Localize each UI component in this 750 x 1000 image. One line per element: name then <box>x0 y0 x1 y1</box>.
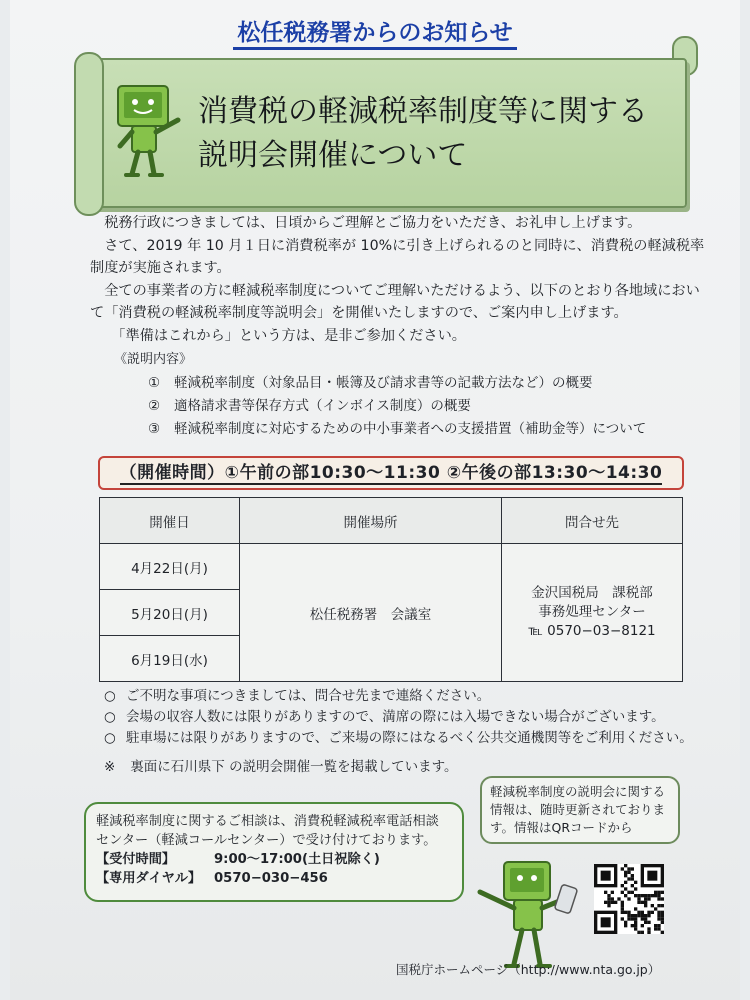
schedule-date: 4月22日(月) <box>100 544 240 590</box>
schedule-date: 6月19日(水) <box>100 636 240 682</box>
info-speech-bubble: 軽減税率制度の説明会に関する 情報は、随時更新されておりま す。情報はQRコードから <box>480 776 680 844</box>
notes-list <box>104 686 724 778</box>
consultation-box <box>84 802 464 902</box>
schedule-header-venue: 開催場所 <box>240 498 502 544</box>
note-item: ○ ご不明な事項につきましては、問合せ先まで連絡ください。 <box>104 688 491 704</box>
e-tax-mascot-icon <box>108 80 188 180</box>
intro-text <box>90 212 710 441</box>
explanation-item: ② 適格請求書等保存方式（インボイス制度）の概要 <box>148 397 471 414</box>
consult-line-2: センター（軽減コールセンター）で受け付けております。 <box>96 833 437 848</box>
schedule-venue: 松任税務署 会議室 <box>240 544 502 682</box>
explanation-heading: 《説明内容》 <box>114 352 193 367</box>
explanation-item: ③ 軽減税率制度に対応するための中小事業者への支援措置（補助金等）について <box>148 420 647 437</box>
note-item: ○ 会場の収容人数には限りがありますので、満席の際には入場できない場合がございます。 <box>104 709 665 725</box>
schedule-table <box>99 497 683 682</box>
table-row <box>100 544 683 590</box>
qr-code-icon[interactable] <box>594 864 664 934</box>
e-tax-mascot-icon <box>474 856 584 974</box>
intro-paragraph-3: 全ての事業者の方に軽減税率制度についてご理解いただけるよう、以下のとおり各地域において「消費税の軽減税率制度等説明会」を開催いたしますので、ご案内申し上げます。 <box>90 282 700 321</box>
schedule-date: 5月20日(月) <box>100 590 240 636</box>
explanation-item: ① 軽減税率制度（対象品目・帳簿及び請求書等の記載方法など）の概要 <box>148 374 593 391</box>
consult-dial: 【専用ダイヤル】 0570−030−456 <box>96 871 328 886</box>
footer-url[interactable]: 国税庁ホームページ（http://www.nta.go.jp） <box>396 962 661 977</box>
banner-title <box>198 90 678 178</box>
banner-title-line1: 消費税の軽減税率制度等に関する <box>198 94 648 129</box>
consult-hours: 【受付時間】 9:00～17:00(土日祝除く) <box>96 852 380 867</box>
page-title: 松任税務署からのお知らせ <box>0 14 750 47</box>
explanation-contents <box>100 349 710 441</box>
schedule-header-date: 開催日 <box>100 498 240 544</box>
banner-title-line2: 説明会開催について <box>198 138 468 173</box>
intro-paragraph-4: 「準備はこれから」という方は、是非ご参加ください。 <box>111 327 466 344</box>
note-item: ○ 駐車場には限りがありますので、ご来場の際にはなるべく公共交通機関等をご利用ください。 <box>104 730 693 746</box>
banner-scroll-roll <box>74 52 104 216</box>
consult-line-1: 軽減税率制度に関するご相談は、消費税軽減税率電話相談 <box>96 814 439 829</box>
schedule-header-contact: 問合せ先 <box>502 498 683 544</box>
schedule-contact: 金沢国税局 課税部 事務処理センター ℡ 0570−03−8121 <box>502 544 683 682</box>
intro-paragraph-1: 税務行政につきましては、日頃からご理解とご協力をいただき、お礼申し上げます。 <box>104 215 642 231</box>
reverse-side-note: ※ 裏面に石川県下 の説明会開催一覧を掲載しています。 <box>104 759 458 775</box>
session-time-box: （開催時間）①午前の部10:30～11:30 ②午後の部13:30～14:30 <box>98 456 684 490</box>
intro-paragraph-2: さて、2019 年 10 月１日に消費税率が 10%に引き上げられるのと同時に、消費税の軽減税率制度が実施されます。 <box>90 237 705 276</box>
